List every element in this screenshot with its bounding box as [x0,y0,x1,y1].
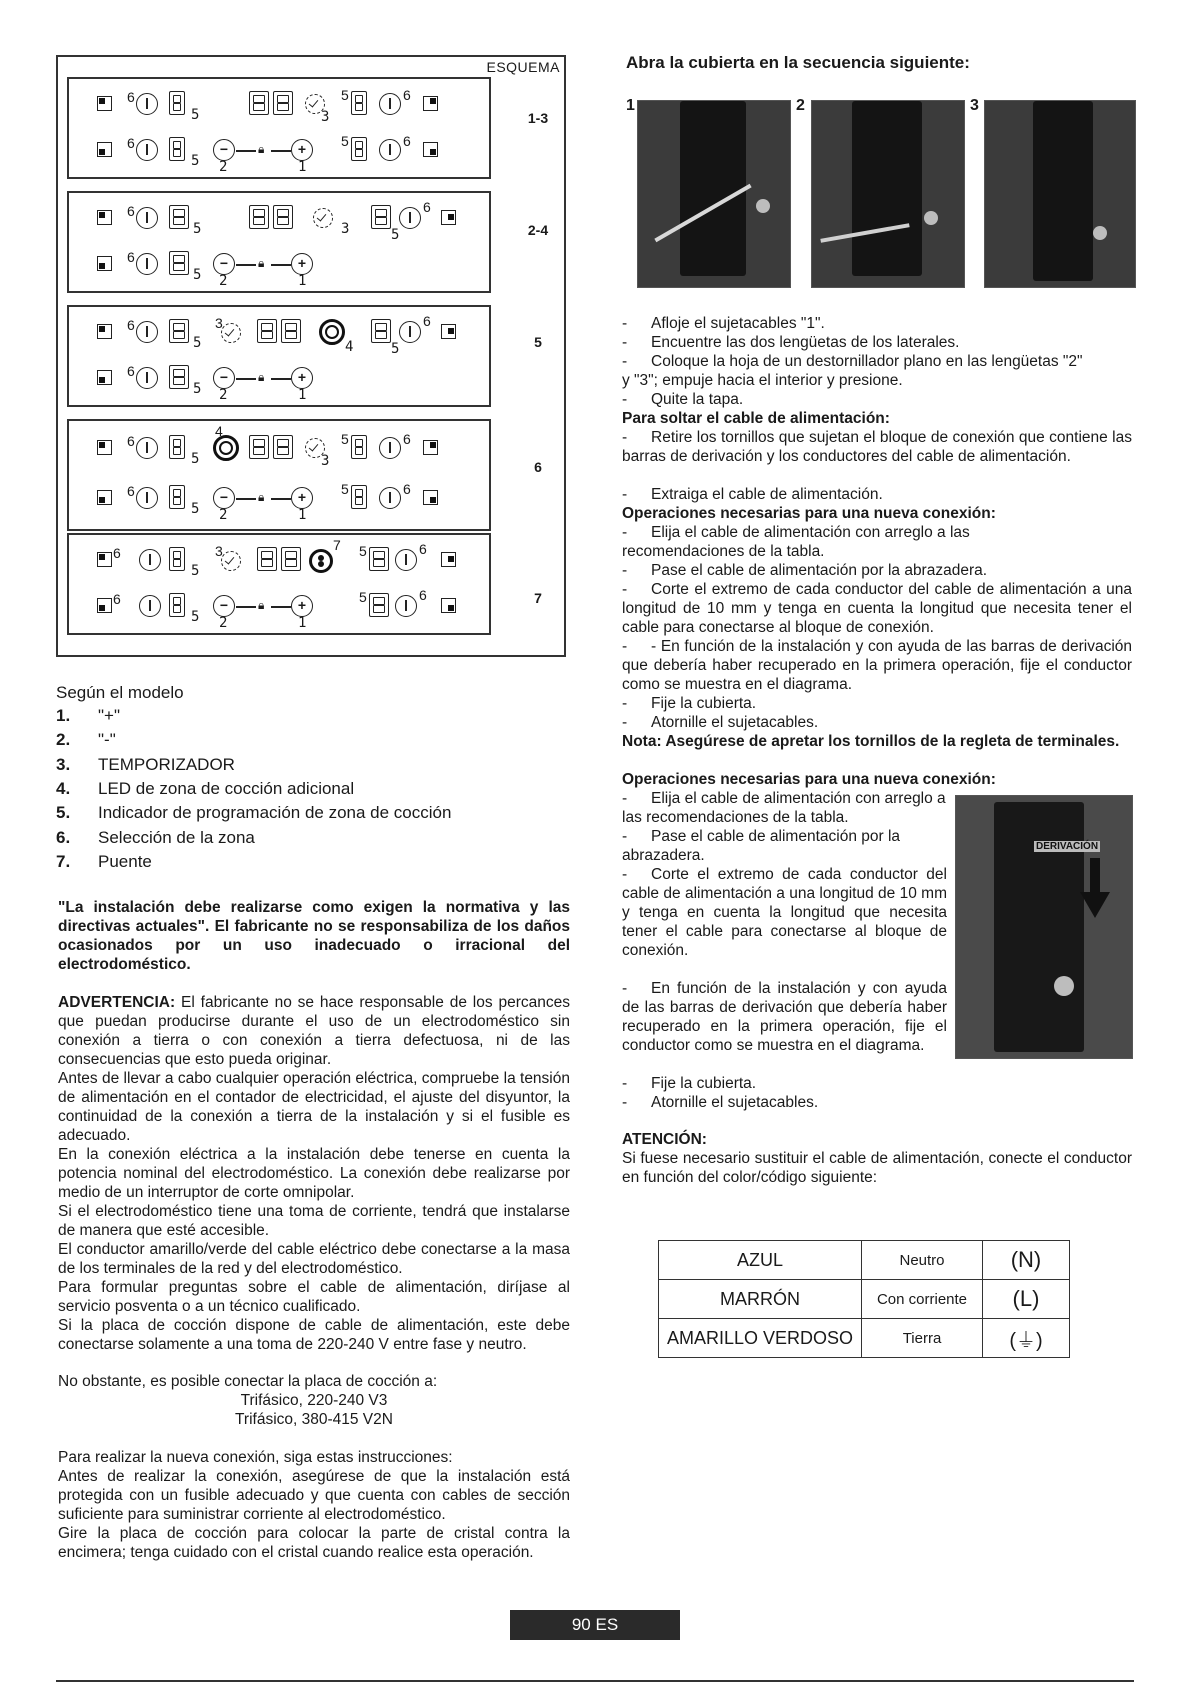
step-text: Corte el extremo de cada conductor del cable de alimentación a una longitud de 10 mm y tenga en cuenta la longitud que necesita tener el cable para conectarse al bloque de conexión. [622,581,1132,636]
callout-6: 6 [127,483,135,499]
step-text: Corte el extremo de cada conductor del cable de alimentación a una longitud de 10 mm y tenga en cuenta la longitud que necesita tener el cable para conectarse al bloque de conexión. [622,866,947,959]
control-panel-5 [67,305,491,407]
zone-display [351,137,367,161]
callout-6: 6 [113,545,121,561]
paragraph: El conductor amarillo/verde del cable eléctrico debe conectarse a la masa de los terminales de la red y del electrodoméstico. [58,1241,570,1277]
callout-6: 6 [419,541,427,557]
timer-display-digit [257,547,277,571]
step-dash: - [622,334,628,351]
step-text: Atornille el sujetacables. [651,714,819,731]
power-icon [379,437,401,459]
zone-display [369,547,389,571]
wire-color: AMARILLO VERDOSO [659,1319,862,1358]
wire-color-table [658,1240,1070,1358]
callout-5: 5 [191,563,200,579]
lock-line [271,498,291,500]
zone-select-icon [97,552,112,567]
power-icon [136,139,158,161]
power-icon [395,595,417,617]
zone-select-icon [97,370,112,385]
callout-5: 5 [191,107,200,123]
zone-select-icon [441,210,456,225]
timer-display-digit [257,319,277,343]
bridge-icon [309,549,333,573]
lock-line [236,264,256,266]
paragraph: No obstante, es posible conectar la placa de cocción a: [58,1373,438,1390]
power-icon [399,321,421,343]
callout-3: 3 [321,453,330,469]
arrow-down-icon [1080,892,1110,918]
callout-6: 6 [127,203,135,219]
minus-icon: − [213,487,235,509]
callout-1: 1 [298,273,307,289]
callout-5: 5 [391,227,400,243]
wire-function: Neutro [862,1241,983,1280]
zone-select-icon [423,440,438,455]
step-text: En función de la instalación y con ayuda de las barras de derivación que debería haber recuperado en la primera operación, fije el conductor como se muestra en el diagrama. [622,980,947,1054]
wire-function: Tierra [862,1319,983,1358]
legend-intro: Según el modelo [56,683,184,702]
lock-line [236,150,256,152]
lock-icon: 🔒︎ [258,598,265,612]
zone-display [169,593,185,617]
step-dash: - [622,486,628,503]
wire-code: (L) [983,1280,1070,1319]
step-dash: - [622,714,628,731]
callout-1: 1 [298,615,307,631]
callout-5: 5 [191,153,200,169]
control-panel-2-4 [67,191,491,293]
callout-1: 1 [298,159,307,175]
paragraph: En la conexión eléctrica a la instalación debe tenerse en cuenta la potencia nominal del electrodoméstico. La conexión debe realizarse por medio de un interruptor de corte omnipolar. [58,1146,570,1201]
timer-display-digit [249,91,269,115]
callout-7: 7 [333,537,341,553]
zone-select-icon [441,552,456,567]
zone-select-icon [97,440,112,455]
step-text: Afloje el sujetacables "1". [651,315,825,332]
power-icon [139,595,161,617]
table-row [659,1241,1070,1280]
zone-select-icon [97,142,112,157]
lock-line [271,606,291,608]
control-panel-7 [67,533,491,635]
lock-line [271,150,291,152]
callout-6: 6 [127,433,135,449]
zone-display [371,319,391,343]
zone-select-icon [97,96,112,111]
callout-6: 6 [419,587,427,603]
timer-display-digit [273,435,293,459]
step-dash: - [622,315,628,332]
step-text: Encuentre las dos lengüetas de los laterales. [651,334,960,351]
paragraph: Si la placa de cocción dispone de cable de alimentación, este debe conectarse solamente a una toma de 220-240 V entre fase y neutro. [58,1317,570,1353]
installation-notice: "La instalación debe realizarse como exigen la normativa y las directivas actuales". El fabricante no se responsabiliza de los daños ocasionados por un uso inadecuado o irracional del electrodoméstico. [58,899,570,973]
callout-5: 5 [341,481,349,497]
photo-label: 3 [970,97,979,114]
callout-5: 5 [193,221,202,237]
callout-5: 5 [191,501,200,517]
callout-6: 6 [127,135,135,151]
step-dash: - [622,581,628,598]
power-icon [395,549,417,571]
additional-zone-led-icon [319,319,345,345]
plus-icon: + [291,487,313,509]
callout-5: 5 [193,267,202,283]
control-panel-1-3 [67,77,491,179]
step-dash: - [622,866,628,883]
wire-function: Con corriente [862,1280,983,1319]
subheading: Operaciones necesarias para una nueva conexión: [622,771,996,788]
zone-display [169,91,185,115]
lock-line [236,378,256,380]
callout-6: 6 [403,87,411,103]
callout-6: 6 [127,249,135,265]
zone-select-icon [441,324,456,339]
callout-5: 5 [391,341,400,357]
step-dash: - [622,980,628,997]
table-row [659,1280,1070,1319]
minus-icon: − [213,367,235,389]
plus-icon: + [291,367,313,389]
timer-display-digit [249,205,269,229]
panel-row-bottom [69,135,489,175]
panel-label: 6 [534,459,542,475]
panel-label: 7 [534,590,542,606]
paragraph: Si el electrodoméstico tiene una toma de corriente, tendrá que instalarse de manera que esté accesible. [58,1203,570,1239]
callout-4: 4 [345,339,354,355]
step-text: y "3"; empuje hacia el interior y presione. [622,372,903,389]
step-dash: - [622,391,628,408]
timer-display-digit [281,319,301,343]
paragraph: Antes de realizar la conexión, asegúrese de que la instalación está protegida con un fusible adecuado y que cuenta con cables de sección suficiente para suministrar corriente al electrodoméstico. [58,1468,570,1523]
minus-icon: − [213,595,235,617]
attention-label: ATENCIÓN: [622,1131,707,1148]
derivation-label: DERIVACIÓN [1036,841,1099,852]
zone-display [169,205,189,229]
callout-5: 5 [359,589,367,605]
step-dash: - [622,1094,628,1111]
power-icon [136,367,158,389]
wire-code: (⏚) [983,1319,1070,1358]
step-text: Fije la cubierta. [651,695,757,712]
callout-5: 5 [193,381,202,397]
step-text: Fije la cubierta. [651,1075,757,1092]
callout-6: 6 [423,199,431,215]
panel-row-top [69,89,489,129]
callout-4: 4 [215,423,223,439]
power-icon [136,253,158,275]
power-icon [136,93,158,115]
zone-display [169,319,189,343]
lock-icon: 🔒︎ [258,490,265,504]
step-dash: - [622,1075,628,1092]
step-dash: - [622,790,628,807]
paragraph: Para formular preguntas sobre el cable de alimentación, diríjase al servicio posventa o a un técnico cualificado. [58,1279,570,1315]
subheading: Operaciones necesarias para una nueva conexión: [622,505,996,522]
plus-icon: + [291,139,313,161]
photo-step-1 [637,100,791,288]
callout-6: 6 [127,363,135,379]
callout-5: 5 [191,451,200,467]
callout-6: 6 [423,313,431,329]
callout-5: 5 [191,609,200,625]
callout-6: 6 [403,431,411,447]
lock-icon: 🔒︎ [258,370,265,384]
power-icon [399,207,421,229]
warning-paragraph: ADVERTENCIA: El fabricante no se hace responsable de los percances que puedan producirse durante el uso de un electrodoméstico sin conexión a tierra o con conexión a tierra defectuosa, ni de las consecuencias que esto pueda originar. [58,994,570,1068]
connection-option: Trifásico, 380-415 V2N [235,1411,393,1428]
step-dash: - [622,828,628,845]
additional-zone-led-icon [213,435,239,461]
step-text: Retire los tornillos que sujetan el bloque de conexión que contiene las barras de derivación y los conductores del cable de alimentación. [622,429,1132,465]
step-text: Coloque la hoja de un destornillador plano en las lengüetas "2" [651,353,1083,370]
callout-2: 2 [219,159,228,175]
step-dash: - [622,429,628,446]
zone-select-icon [97,256,112,271]
zone-display [351,485,367,509]
lock-line [236,606,256,608]
paragraph: Para realizar la nueva conexión, siga estas instrucciones: [58,1449,453,1466]
zone-select-icon [423,142,438,157]
zone-select-icon [97,210,112,225]
lock-line [271,378,291,380]
callout-2: 2 [219,507,228,523]
timer-display-digit [273,205,293,229]
callout-3: 3 [215,543,223,559]
page-number: 90 ES [510,1610,680,1640]
wire-color: MARRÓN [659,1280,862,1319]
minus-icon: − [213,253,235,275]
control-panel-6 [67,419,491,531]
footer-rule [56,1680,1134,1682]
step-dash: - [622,353,628,370]
panel-label: 1-3 [527,110,549,126]
step-dash: - [622,695,628,712]
step-text: Pase el cable de alimentación por la abrazadera. [651,562,988,579]
timer-icon [313,208,333,228]
callout-5: 5 [193,335,202,351]
timer-display-digit [249,435,269,459]
zone-display [169,365,189,389]
timer-icon [221,551,241,571]
schema-title: ESQUEMA [486,59,560,75]
panel-label: 2-4 [527,222,549,238]
photo-step-3 [984,100,1136,288]
callout-6: 6 [403,133,411,149]
callout-5: 5 [341,87,349,103]
zone-select-icon [423,96,438,111]
callout-3: 3 [215,315,223,331]
callout-3: 3 [321,109,330,125]
lock-icon: 🔒︎ [258,256,265,270]
lock-icon: 🔒︎ [258,142,265,156]
timer-display-digit [273,91,293,115]
schema-diagram [56,55,566,657]
step-text: Elija el cable de alimentación con arreglo a las recomendaciones de la tabla. [622,790,946,826]
connection-option: Trifásico, 220-240 V3 [240,1392,388,1409]
power-icon [136,321,158,343]
step-text: - En función de la instalación y con ayuda de las barras de derivación que debería haber recuperado en la primera operación, fije el conductor como se muestra en el diagrama. [622,638,1132,693]
timer-display-digit [281,547,301,571]
section-heading: Abra la cubierta en la secuencia siguiente: [626,53,970,72]
zone-select-icon [441,598,456,613]
callout-5: 5 [341,133,349,149]
lock-line [271,264,291,266]
zone-display [169,251,189,275]
power-icon [136,487,158,509]
power-icon [136,437,158,459]
step-text: Extraiga el cable de alimentación. [651,486,883,503]
callout-1: 1 [298,387,307,403]
lock-line [236,498,256,500]
callout-2: 2 [219,387,228,403]
paragraph: Gire la placa de cocción para colocar la parte de cristal contra la encimera; tenga cuidado con el cristal cuando realice esta operación. [58,1525,570,1561]
zone-display [169,547,185,571]
callout-6: 6 [127,89,135,105]
callout-5: 5 [341,431,349,447]
step-text: Quite la tapa. [651,391,744,408]
zone-display [371,205,391,229]
callout-2: 2 [219,615,228,631]
plus-icon: + [291,595,313,617]
panel-label: 5 [534,334,542,350]
zone-select-icon [97,490,112,505]
wire-code: (N) [983,1241,1070,1280]
photo-label: 1 [626,97,635,114]
zone-display [351,435,367,459]
zone-display [369,593,389,617]
zone-display [169,137,185,161]
step-text: Elija el cable de alimentación con arreglo a las recomendaciones de la tabla. [622,524,970,560]
step-text: Atornille el sujetacables. [651,1094,819,1111]
power-icon [139,549,161,571]
zone-display [169,435,185,459]
zone-select-icon [97,598,112,613]
attention-text: Si fuese necesario sustituir el cable de alimentación, conecte el conductor en función del color/código siguiente: [622,1150,1132,1186]
callout-6: 6 [113,591,121,607]
photo-label: 2 [796,97,805,114]
power-icon [136,207,158,229]
power-icon [379,139,401,161]
power-icon [379,93,401,115]
zone-display [351,91,367,115]
step-dash: - [622,562,628,579]
subheading: Para soltar el cable de alimentación: [622,410,890,427]
callout-6: 6 [403,481,411,497]
callout-2: 2 [219,273,228,289]
paragraph: Antes de llevar a cabo cualquier operación eléctrica, compruebe la tensión de alimentación en el contador de electricidad, el ajuste del disyuntor, la continuidad de la conexión a tierra de la instalación y si el fusible es adecuado. [58,1070,570,1144]
zone-select-icon [423,490,438,505]
callout-6: 6 [127,317,135,333]
step-text: Pase el cable de alimentación por la abrazadera. [622,828,901,864]
table-row [659,1319,1070,1358]
timer-icon [221,323,241,343]
callout-5: 5 [359,543,367,559]
note: Nota: Asegúrese de apretar los tornillos de la regleta de terminales. [622,733,1120,750]
minus-icon: − [213,139,235,161]
step-dash: - [622,638,628,655]
power-icon [379,487,401,509]
wire-color: AZUL [659,1241,862,1280]
plus-icon: + [291,253,313,275]
callout-1: 1 [298,507,307,523]
callout-3: 3 [341,221,350,237]
step-dash: - [622,524,628,541]
photo-step-2 [811,100,965,288]
zone-select-icon [97,324,112,339]
photo-derivation [955,795,1133,1059]
zone-display [169,485,185,509]
